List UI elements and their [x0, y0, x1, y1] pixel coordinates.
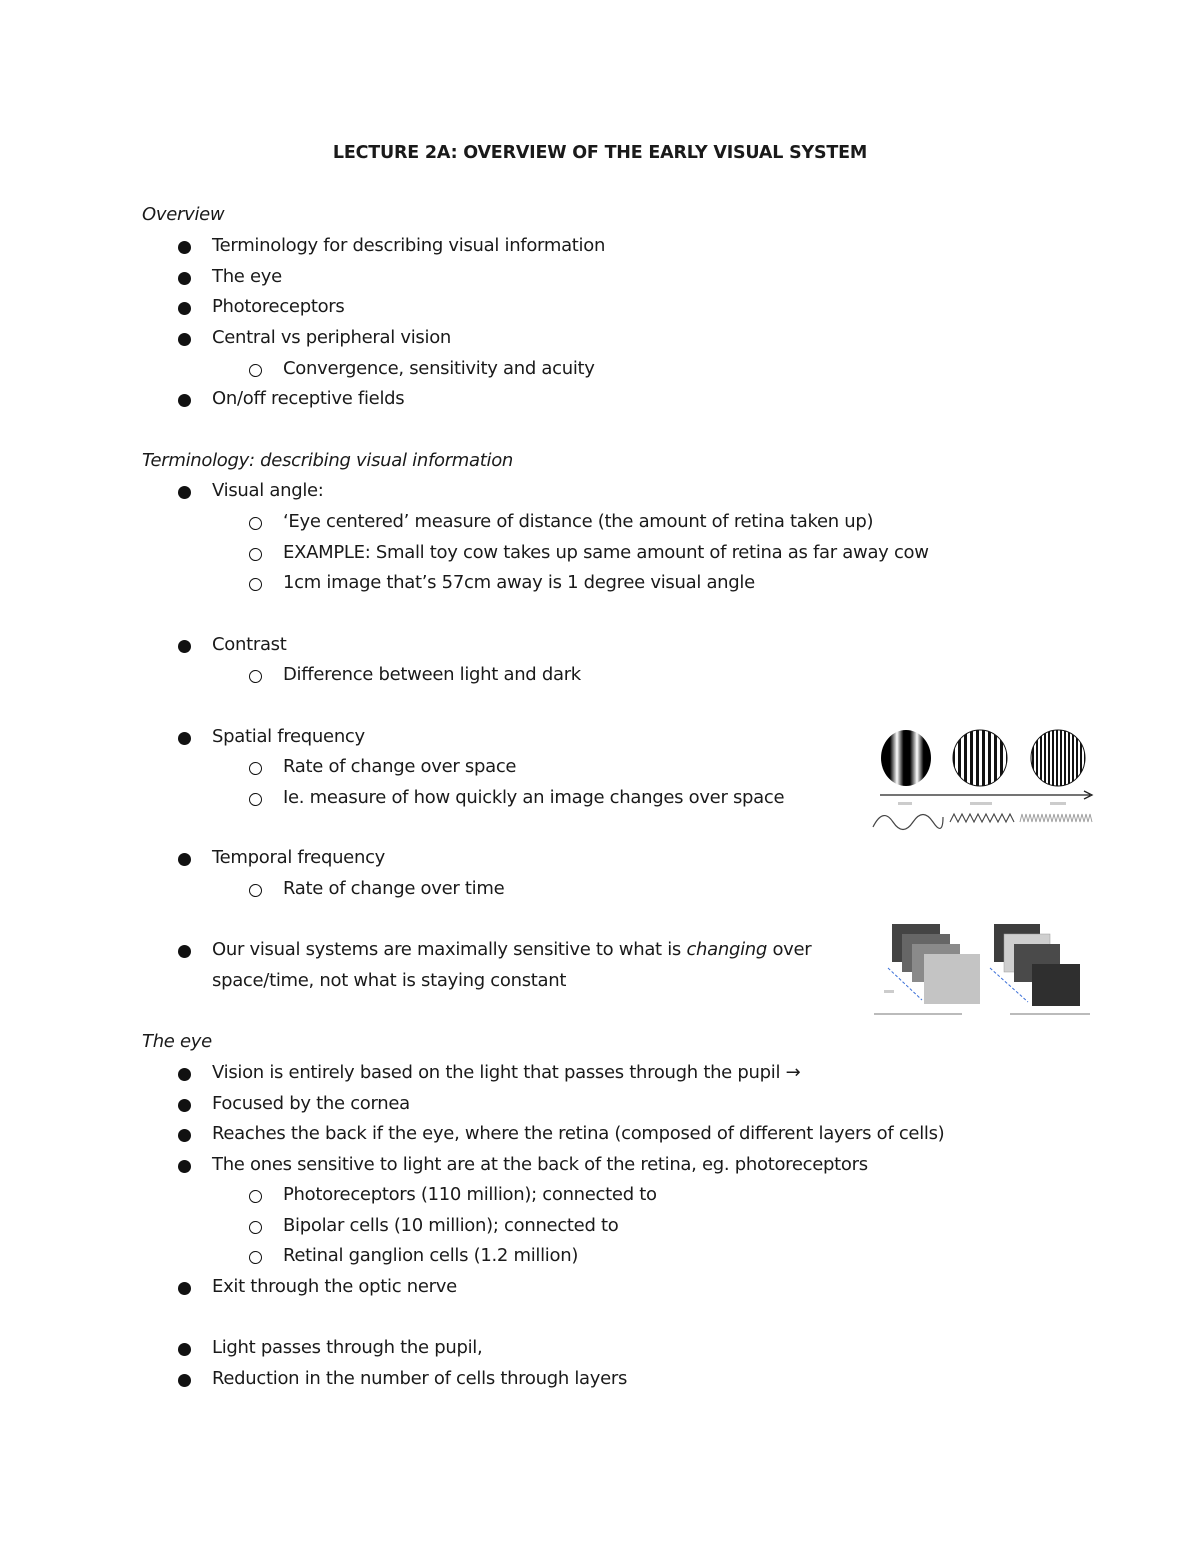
high-frequency-wave: [1020, 814, 1092, 822]
list-subitem: Rate of change over space: [283, 756, 517, 777]
hollow-bullet-icon: [249, 762, 262, 775]
section-heading-overview: Overview: [142, 204, 225, 225]
axis-label-mark: [898, 802, 912, 805]
hollow-bullet-icon: [249, 670, 262, 683]
bullet-icon: [178, 1068, 191, 1081]
list-subitem: ‘Eye centered’ measure of distance (the amount of retina taken up): [283, 511, 874, 532]
bullet-icon: [178, 1282, 191, 1295]
list-item: [212, 939, 811, 960]
bullet-icon: [178, 394, 191, 407]
list-subitem: EXAMPLE: Small toy cow takes up same amount of retina as far away cow: [283, 542, 929, 563]
hollow-bullet-icon: [249, 1251, 262, 1264]
mid-frequency-wave: [950, 814, 1014, 822]
hollow-bullet-icon: [249, 548, 262, 561]
list-item: Exit through the optic nerve: [212, 1276, 457, 1297]
text-span: Our visual systems are maximally sensitive to what is: [212, 939, 687, 960]
list-item: The ones sensitive to light are at the back of the retina, eg. photoreceptors: [212, 1154, 868, 1175]
list-item: Vision is entirely based on the light that passes through the pupil →: [212, 1062, 801, 1083]
bullet-icon: [178, 241, 191, 254]
list-subitem: Ie. measure of how quickly an image changes over space: [283, 787, 785, 808]
list-item: Spatial frequency: [212, 726, 365, 747]
bullet-icon: [178, 486, 191, 499]
high-temporal-frames: [990, 924, 1090, 1015]
list-subitem: Difference between light and dark: [283, 664, 581, 685]
list-subitem: 1cm image that’s 57cm away is 1 degree visual angle: [283, 572, 755, 593]
temporal-frequency-frames-figure: [868, 920, 1100, 1024]
low-frequency-wave: [873, 815, 943, 830]
bullet-icon: [178, 945, 191, 958]
high-frequency-grating: [1031, 730, 1085, 786]
hollow-bullet-icon: [249, 578, 262, 591]
bullet-icon: [178, 272, 191, 285]
list-subitem: Convergence, sensitivity and acuity: [283, 358, 595, 379]
emphasis-text: changing: [686, 939, 768, 960]
list-item: Temporal frequency: [212, 847, 386, 868]
list-item: Light passes through the pupil,: [212, 1337, 483, 1358]
list-item-continuation: space/time, not what is staying constant: [212, 970, 567, 991]
hollow-bullet-icon: [249, 793, 262, 806]
low-temporal-frames: [874, 924, 980, 1015]
list-item: Reaches the back if the eye, where the retina (composed of different layers of cells): [212, 1123, 945, 1144]
text-span: over: [767, 939, 812, 960]
list-subitem: Photoreceptors (110 million); connected to: [283, 1184, 657, 1205]
list-item: The eye: [212, 266, 282, 287]
bullet-icon: [178, 1129, 191, 1142]
bullet-icon: [178, 302, 191, 315]
list-item: Visual angle:: [212, 480, 324, 501]
list-subitem: Bipolar cells (10 million); connected to: [283, 1215, 619, 1236]
bullet-icon: [178, 853, 191, 866]
bullet-icon: [178, 732, 191, 745]
page-title: LECTURE 2A: OVERVIEW OF THE EARLY VISUAL SYSTEM: [332, 143, 868, 163]
hollow-bullet-icon: [249, 1190, 262, 1203]
hollow-bullet-icon: [249, 1221, 262, 1234]
list-item: Terminology for describing visual information: [212, 235, 606, 256]
section-heading-terminology: Terminology: describing visual information: [142, 450, 514, 471]
bullet-icon: [178, 1160, 191, 1173]
bullet-icon: [178, 333, 191, 346]
bullet-icon: [178, 1374, 191, 1387]
list-subitem: Retinal ganglion cells (1.2 million): [283, 1245, 579, 1266]
mid-frequency-grating: [953, 730, 1007, 786]
hollow-bullet-icon: [249, 884, 262, 897]
list-subitem: Rate of change over time: [283, 878, 505, 899]
section-heading-the-eye: The eye: [142, 1031, 212, 1052]
axis-label-mark: [1050, 802, 1066, 805]
list-item: Reduction in the number of cells through layers: [212, 1368, 628, 1389]
low-frequency-grating: [881, 730, 931, 786]
list-item: Central vs peripheral vision: [212, 327, 452, 348]
hollow-bullet-icon: [249, 364, 262, 377]
bullet-icon: [178, 1099, 191, 1112]
bullet-icon: [178, 1343, 191, 1356]
hollow-bullet-icon: [249, 517, 262, 530]
list-item: On/off receptive fields: [212, 388, 405, 409]
axis-label-mark: [970, 802, 992, 805]
bullet-icon: [178, 640, 191, 653]
spatial-frequency-gratings-figure: [868, 722, 1100, 838]
list-item: Contrast: [212, 634, 287, 655]
list-item: Photoreceptors: [212, 296, 345, 317]
list-item: Focused by the cornea: [212, 1093, 410, 1114]
